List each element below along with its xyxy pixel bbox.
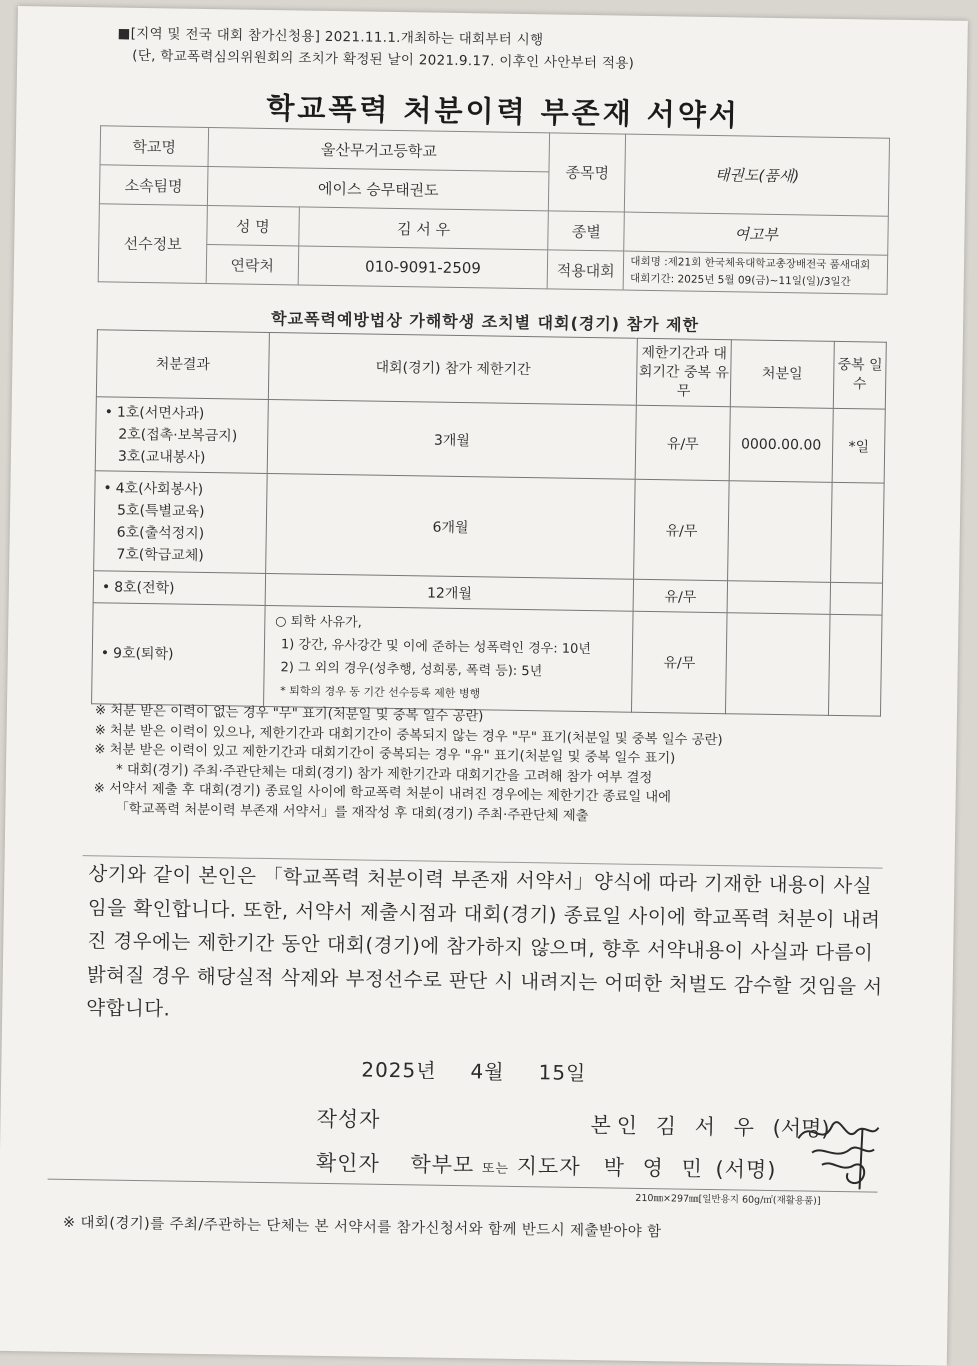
- notes-block: [93, 701, 895, 831]
- expulsion-line: * 퇴학의 경우 동 기간 선수등록 제한 병행: [280, 684, 481, 701]
- team-value: 에이스 승무태권도: [207, 167, 549, 211]
- period-cell: 6개월: [265, 473, 635, 579]
- author-label: 작성자: [316, 1106, 381, 1132]
- date-cell: [725, 613, 830, 716]
- contact-label: 연락처: [206, 244, 298, 284]
- player-info-table: [98, 125, 890, 294]
- expulsion-note-cell: [263, 605, 633, 712]
- expulsion-line: 1) 강간, 유사강간 및 이에 준하는 성폭력인 경우: 10년: [280, 637, 592, 658]
- header-overlap: 제한기간과 대회기간 중복 유무: [637, 338, 731, 406]
- result-item: 7호(학급교체): [116, 546, 204, 564]
- meet-value: [623, 251, 887, 294]
- result-item: 4호(사회봉사): [115, 480, 204, 498]
- coach-sign-slot: (서명): [715, 1157, 777, 1183]
- meet-name: 대회명 :제21회 한국체육대학교총장배전국 품새대회: [630, 255, 871, 272]
- self-label: 본인: [590, 1113, 644, 1138]
- date-month: 4월: [470, 1059, 505, 1084]
- pledge-date: [361, 1054, 620, 1087]
- days-cell: [829, 614, 882, 716]
- result-cell: • 8호(전학): [93, 571, 265, 606]
- note-line: ※ 처분 받은 이력이 있으나, 제한기간과 대회기간이 중복되지 않는 경우 "무" 표기(처분일 및 중복 일수 공란): [94, 722, 723, 748]
- overlap-cell: 유/무: [632, 611, 727, 713]
- result-item: 6호(출석정지): [116, 524, 205, 542]
- player-info-label: 선수정보: [98, 204, 207, 284]
- date-cell: 0000.00.00: [729, 407, 834, 483]
- name-label: 성 명: [207, 205, 299, 245]
- expulsion-line: 2) 그 외의 경우(성추행, 성희롱, 폭력 등): 5년: [280, 660, 543, 680]
- parent-label: 학부모: [410, 1152, 475, 1178]
- expulsion-line: ○ 퇴학 사유가,: [275, 614, 362, 631]
- self-sign-slot: (서명): [772, 1115, 830, 1141]
- document-title: 학교폭력 처분이력 부존재 서약서: [266, 90, 741, 133]
- days-cell: [830, 582, 882, 615]
- header-line-2: (단, 학교폭력심의위원회의 조치가 확정된 날이 2021.9.17. 이후인 사안부터 적용): [132, 47, 635, 72]
- event-label: 종목명: [549, 133, 626, 212]
- note-line: ※ 처분 받은 이력이 없는 경우 "무" 표기(처분일 및 중복 일수 공란): [94, 703, 484, 725]
- school-label: 학교명: [100, 126, 208, 167]
- result-item: 1호(서면사과): [116, 404, 205, 422]
- result-item: 5호(특별교육): [116, 502, 205, 520]
- date-year: 2025년: [361, 1057, 437, 1083]
- overlap-cell: 유/무: [634, 579, 728, 612]
- note-line: ※ 처분 받은 이력이 있고 제한기간과 대회기간이 중복되는 경우 "유" 표기(처분일 및 중복 일수 표기): [94, 742, 676, 767]
- result-cell: • 1호(서면사과) 2호(접촉·보복금지) 3호(교내봉사): [95, 397, 268, 474]
- section-subtitle: 학교폭력예방법상 가해학생 조치별 대회(경기) 참가 제한: [270, 309, 700, 335]
- result-item: 8호(전학): [114, 579, 175, 597]
- sanction-table: [91, 329, 887, 716]
- pledge-text: 상기와 같이 본인은 「학교폭력 처분이력 부존재 서약서」양식에 따라 기재한 내용이 사실임을 확인합니다. 또한, 서약서 제출시점과 대회(경기) 종료일 사이에 학교폭력 처분이 내려진 경우에는 제한기간 동안 대회(경기)에 참가하지 않으며, 향후 서약내용이 사실과 다름이 밝혀질 경우 해당실적 삭제와 부정선수로 판단 시 내려지는 어떠한 처벌도 감수할 것임을 서약합니다.: [86, 862, 883, 1021]
- note-line: * 대회(경기) 주최·주관단체는 대회(경기) 참가 제한기간과 대회기간을 고려해 참가 여부 결정: [115, 762, 653, 786]
- header-result: 처분결과: [96, 330, 269, 400]
- result-item: 2호(접촉·보복금지): [118, 426, 238, 444]
- result-cell: • 4호(사회봉사) 5호(특별교육) 6호(출석정지) 7호(학급교체): [94, 471, 267, 574]
- date-cell: [727, 581, 831, 615]
- meet-label: 적용대회: [548, 250, 625, 290]
- confirm-label: 확인자: [315, 1150, 380, 1176]
- school-value: 울산무거고등학교: [208, 128, 550, 172]
- note-line: 「학교폭력 처분이력 부존재 서약서」를 재작성 후 대회(경기) 주최·주관단체 제출: [115, 801, 589, 824]
- header-line-1: ■[지역 및 전국 대회 참가신청용] 2021.11.1.개최하는 대회부터 시행: [117, 25, 544, 49]
- period-cell: 3개월: [267, 399, 637, 479]
- note-line: ※ 서약서 제출 후 대회(경기) 종료일 사이에 학교폭력 처분이 내려진 경우에는 제한기간 종료일 내에: [93, 781, 672, 806]
- period-cell: 12개월: [265, 573, 634, 611]
- coach-label: 지도자: [516, 1153, 581, 1179]
- team-label: 소속팀명: [99, 165, 207, 206]
- coach-name: 박 영 민: [603, 1155, 709, 1181]
- category-value: 여고부: [624, 212, 888, 255]
- or-label: 또는: [481, 1161, 510, 1177]
- table-row: [95, 397, 885, 483]
- pledge-document: [0, 6, 968, 1366]
- date-day: 15일: [538, 1060, 587, 1086]
- header-period: 대회(경기) 참가 제한기간: [268, 332, 638, 405]
- table-row: [94, 471, 884, 583]
- result-cell: • 9호(퇴학): [92, 603, 265, 707]
- overlap-cell: 유/무: [636, 405, 730, 480]
- name-value: 김 서 우: [299, 207, 549, 250]
- confirmer-line: [316, 1147, 777, 1184]
- overlap-cell: 유/무: [634, 479, 729, 580]
- meet-period: 대회기간: 2025년 5월 09(금)~11일(일)/3일간: [629, 272, 851, 289]
- category-label: 종별: [548, 211, 625, 251]
- result-item: 9호(퇴학): [112, 645, 174, 663]
- header-date: 처분일: [730, 340, 835, 409]
- event-value: 태권도(품새): [625, 134, 890, 216]
- contact-value: 010-9091-2509: [298, 246, 548, 289]
- table-row: [92, 603, 882, 716]
- header-days: 중복 일수: [833, 341, 886, 409]
- days-cell: *일: [832, 408, 885, 483]
- days-cell: [831, 482, 884, 583]
- self-name: 김 서 우: [655, 1114, 761, 1140]
- result-item: 3호(교내봉사): [117, 448, 206, 466]
- paper-spec: 210㎜×297㎜[일반용지 60g/㎡(재활용품)]: [635, 1192, 821, 1207]
- date-cell: [727, 481, 832, 583]
- footer-note: ※ 대회(경기)를 주최/주관하는 단체는 본 서약서를 참가신청서와 함께 반드시 제출받아야 함: [62, 1214, 662, 1241]
